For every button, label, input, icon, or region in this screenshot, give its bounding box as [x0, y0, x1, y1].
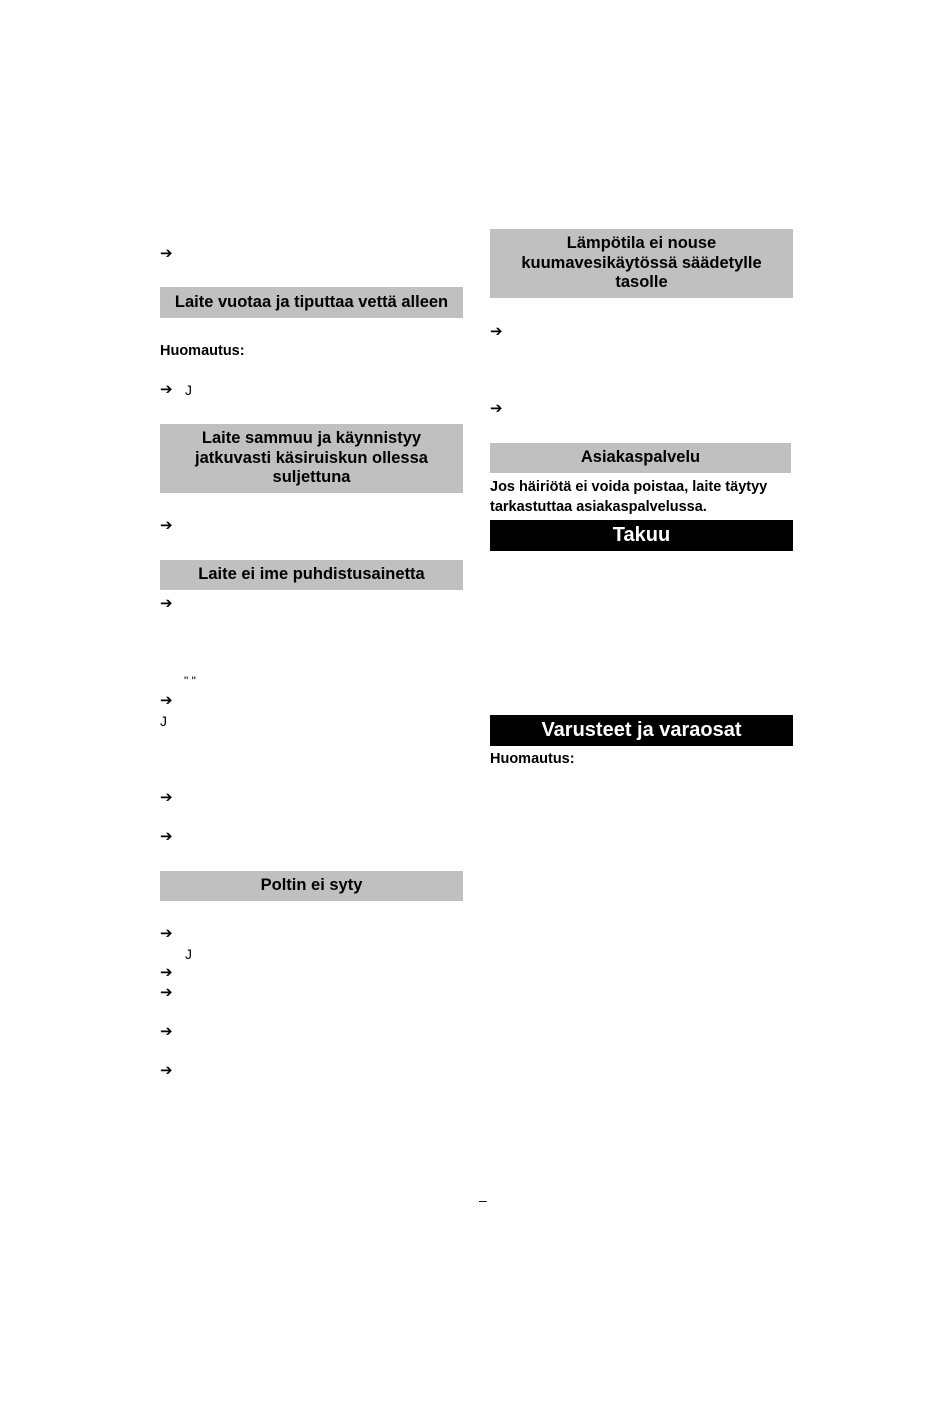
- arrow-icon: ➔: [160, 381, 173, 398]
- glyph-j: J: [185, 946, 192, 962]
- note-label: Huomautus:: [490, 751, 575, 767]
- heading-service: Asiakaspalvelu: [490, 443, 791, 473]
- arrow-icon: ➔: [160, 964, 173, 981]
- arrow-icon: ➔: [160, 1023, 173, 1040]
- arrow-icon: ➔: [160, 925, 173, 942]
- arrow-icon: ➔: [160, 1062, 173, 1079]
- warranty-heading: Takuu: [490, 520, 793, 551]
- note-label: Huomautus:: [160, 343, 245, 359]
- arrow-icon: ➔: [490, 323, 503, 340]
- arrow-icon: ➔: [160, 789, 173, 806]
- arrow-icon: ➔: [160, 517, 173, 534]
- arrow-icon: ➔: [490, 400, 503, 417]
- heading-temperature: Lämpötila ei nouse kuumavesikäytössä säädetylle tasolle: [490, 229, 793, 298]
- accessories-heading: Varusteet ja varaosat: [490, 715, 793, 746]
- glyph-j: J: [160, 713, 167, 729]
- arrow-icon: ➔: [160, 828, 173, 845]
- glyph-j: J: [185, 382, 192, 398]
- page-number-mark: –: [479, 1192, 487, 1208]
- arrow-icon: ➔: [160, 984, 173, 1001]
- heading-detergent: Laite ei ime puhdistusainetta: [160, 560, 463, 590]
- arrow-icon: ➔: [160, 245, 173, 262]
- arrow-icon: ➔: [160, 595, 173, 612]
- heading-cycles: Laite sammuu ja käynnistyy jatkuvasti käsiruiskun ollessa suljettuna: [160, 424, 463, 493]
- glyph-quotes: " ": [184, 674, 196, 688]
- service-text: Jos häiriötä ei voida poistaa, laite täytyy tarkastuttaa asiakaspalvelussa.: [490, 479, 768, 515]
- arrow-icon: ➔: [160, 692, 173, 709]
- heading-leaks: Laite vuotaa ja tiputtaa vettä alleen: [160, 287, 463, 318]
- heading-burner: Poltin ei syty: [160, 871, 463, 901]
